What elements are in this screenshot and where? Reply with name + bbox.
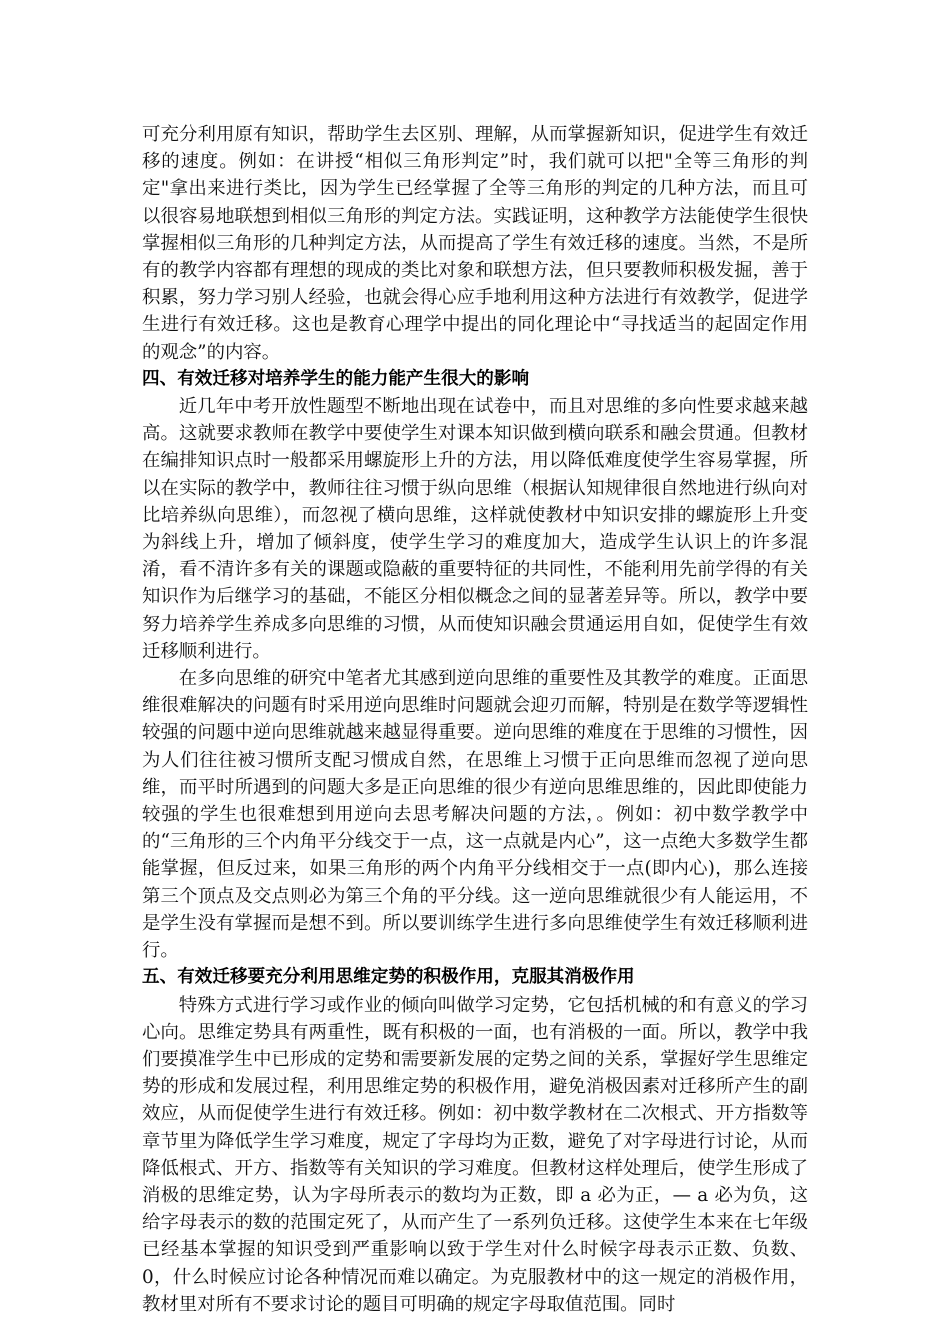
paragraph-multidirectional-thinking: 近几年中考开放性题型不断地出现在试卷中，而且对思维的多向性要求越来越高。这就要求教师在教学中要使学生对课本知识做到横向联系和融会贯通。但教材在编排知识点时一般都采用螺旋形上升的方法，用以降低难度使学生容易掌握，所以在实际的教学中，教师往往习惯于纵向思维（根据认知规律很自然地进行纵向对比培养纵向思维），而忽视了横向思维，这样就使教材中知识安排的螺旋形上升变为斜线上升，增加了倾斜度，使学生学习的难度加大，造成学生认识上的许多混淆，看不清许多有关的课题或隐蔽的重要特征的共同性，不能利用先前学得的有关知识作为后继学习的基础，不能区分相似概念之间的显著差异等。所以，教学中要努力培养学生养成多向思维的习惯，从而使知识融会贯通运用自如，促使学生有效迁移顺利进行。 <box>142 396 808 662</box>
paragraph-thinking-set: 特殊方式进行学习或作业的倾向叫做学习定势，它包括机械的和有意义的学习心向。思维定势具有两重性，既有积极的一面，也有消极的一面。所以，教学中我们要摸准学生中已形成的定势和需要新发展的定势之间的关系，掌握好学生思维定势的形成和发展过程，利用思维定势的积极作用，避免消极因素对迁移所产生的副效应，从而促使学生进行有效迁移。例如：初中数学教材在二次根式、开方指数等章节里为降低学生学习难度，规定了字母均为正数，避免了对字母进行讨论，从而降低根式、开方、指数等有关知识的学习难度。但教材这样处理后，使学生形成了消极的思维定势，认为字母所表示的数均为正数，即 a 必为正，— a 必为负，这给字母表示的数的范围定死了，从而产生了一系列负迁移。这使学生本来在七年级已经基本掌握的知识受到严重影响以致于学生对什么时候字母表示正数、负数、0，什么时候应讨论各种情况而难以确定。为克服教材中的这一规定的消极作用，教材里对所有不要求讨论的题目可明确的规定字母取值范围。同时 <box>142 994 808 1315</box>
section-heading-5: 五、有效迁移要充分利用思维定势的积极作用，克服其消极作用 <box>142 967 635 988</box>
document-page <box>142 121 808 1318</box>
paragraph-transfer-analogy: 可充分利用原有知识，帮助学生去区别、理解，从而掌握新知识，促进学生有效迁移的速度。例如：在讲授“相似三角形判定”时，我们就可以把"全等三角形的判定"拿出来进行类比，因为学生已经掌握了全等三角形的判定的几种方法，而且可以很容易地联想到相似三角形的判定方法。实践证明，这种教学方法能使学生很快掌握相似三角形的几种判定方法，从而提高了学生有效迁移的速度。当然，不是所有的教学内容都有理想的现成的类比对象和联想方法，但只要教师积极发掘，善于积累，努力学习别人经验，也就会得心应手地利用这种方法进行有效教学，促进学生进行有效迁移。这也是教育心理学中提出的同化理论中“寻找适当的起固定作用的观念”的内容。 <box>142 124 808 363</box>
section-heading-4: 四、有效迁移对培养学生的能力能产生很大的影响 <box>142 368 530 389</box>
paragraph-reverse-thinking: 在多向思维的研究中笔者尤其感到逆向思维的重要性及其教学的难度。正面思维很难解决的问题有时采用逆向思维时问题就会迎刃而解，特别是在数学等逻辑性较强的问题中逆向思维就越来越显得重要。逆向思维的难度在于思维的习惯性，因为人们往往被习惯所支配习惯成自然，在思维上习惯于正向思维而忽视了逆向思维，而平时所遇到的问题大多是正向思维的很少有逆向思维思维的，因此即使能力较强的学生也很难想到用逆向去思考解决问题的方法，。例如：初中数学教学中的“三角形的三个内角平分线交于一点，这一点就是内心”，这一点绝大多数学生都能掌握，但反过来，如果三角形的两个内角平分线相交于一点(即内心)，那么连接第三个顶点及交点则必为第三个角的平分线。这一逆向思维就很少有人能运用，不是学生没有掌握而是想不到。所以要训练学生进行多向思维使学生有效迁移顺利进行。 <box>142 668 808 962</box>
